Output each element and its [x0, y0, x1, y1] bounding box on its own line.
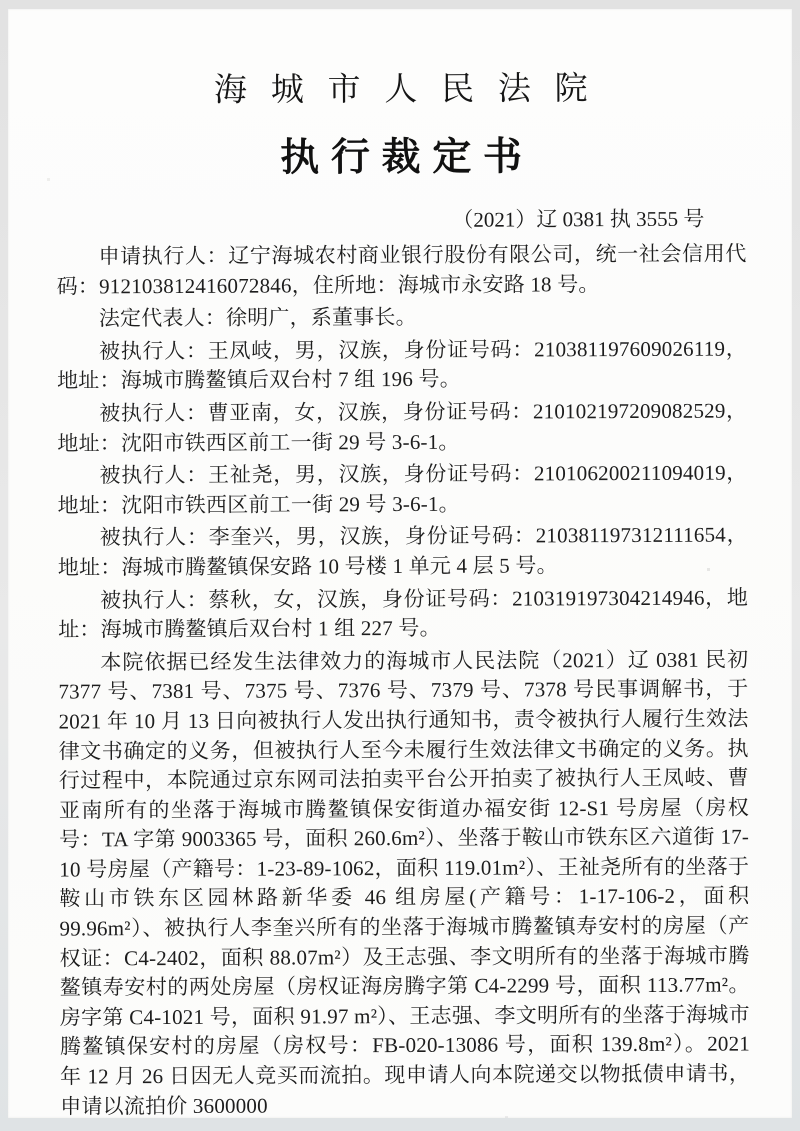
paragraph-respondent-2: 被执行人：曹亚南，女，汉族，身份证号码：210102197209082529，地址：沈阳市铁西区前工一街 29 号 3-6-1。 [57, 398, 748, 456]
paragraph-applicant: 申请执行人：辽宁海城农村商业银行股份有限公司，统一社会信用代码：912103812416072846，住所地：海城市永安路 18 号。 [56, 241, 747, 299]
paragraph-respondent-4: 被执行人：李奎兴，男，汉族，身份证号码：210381197312111654，地址：海城市腾鳌镇保安路 10 号楼 1 单元 4 层 5 号。 [57, 522, 748, 580]
document-page [8, 9, 792, 1118]
case-number: （2021）辽 0381 执 3555 号 [452, 206, 705, 232]
paragraph-respondent-3: 被执行人：王祉尧，男，汉族，身份证号码：210106200211094019，地址：沈阳市铁西区前工一街 29 号 3-6-1。 [57, 460, 748, 518]
paragraph-ruling-body: 本院依据已经发生法律效力的海城市人民法院（2021）辽 0381 民初 7377 号、7381 号、7375 号、7376 号、7379 号、7378 号民事调解书，于 2021 年 10 月 13 日向被执行人发出执行通知书，责令被执行人履行生效法律文书确定的义务，但被执行人至今未履行生效法律文书确定的义务。执行过程中，本院通过京东网司法拍卖平台公开拍卖了被执行人王凤岐、曹亚南所有的坐落于海城市腾鳌镇保安街道办福安街 12-S1 号房屋（房权号：TA 字第 9003365 号，面积 260.6m²）、坐落于鞍山市铁东区六道街 17-10 号房屋（产籍号：1-23-89-1062，面积 119.01m²）、王祉尧所有的坐落于鞍山市铁东区园林路新华委 46 组房屋(产籍号：1-17-106-2，面积 99.96m²）、被执行人李奎兴所有的坐落于海城市腾鳌镇寿安村的房屋（产权证：C4-2402，面积 88.07m²）及王志强、李文明所有的坐落于海城市腾鳌镇寿安村的两处房屋（房权证海房腾字第 C4-2299 号，面积 113.77m²。房字第 C4-1021 号，面积 91.97 m²）、王志强、李文明所有的坐落于海城市腾鳌镇保安村的房屋（房权号：FB-020-13086 号，面积 139.8m²）。2021 年 12 月 26 日因无人竞买而流拍。现申请人向本院递交以物抵债申请书，申请以流拍价 3600000 [58, 647, 751, 1118]
document-title: 执行裁定书 [280, 135, 534, 180]
paragraph-respondent-5: 被执行人：蔡秋，女，汉族，身份证号码：210319197304214946，地址：海城市腾鳌镇后双台村 1 组 227 号。 [58, 585, 749, 642]
scan-noise-speckles [8, 9, 9, 10]
paragraph-legal-representative: 法定代表人：徐明广，系董事长。 [98, 305, 417, 331]
document-body [56, 239, 750, 1118]
paragraph-respondent-1: 被执行人：王凤岐，男，汉族，身份证号码：210381197609026119，地址：海城市腾鳌镇后双台村 7 组 196 号。 [57, 336, 747, 393]
document-content [56, 61, 751, 1118]
court-name-heading: 海城市人民法院 [213, 71, 612, 109]
